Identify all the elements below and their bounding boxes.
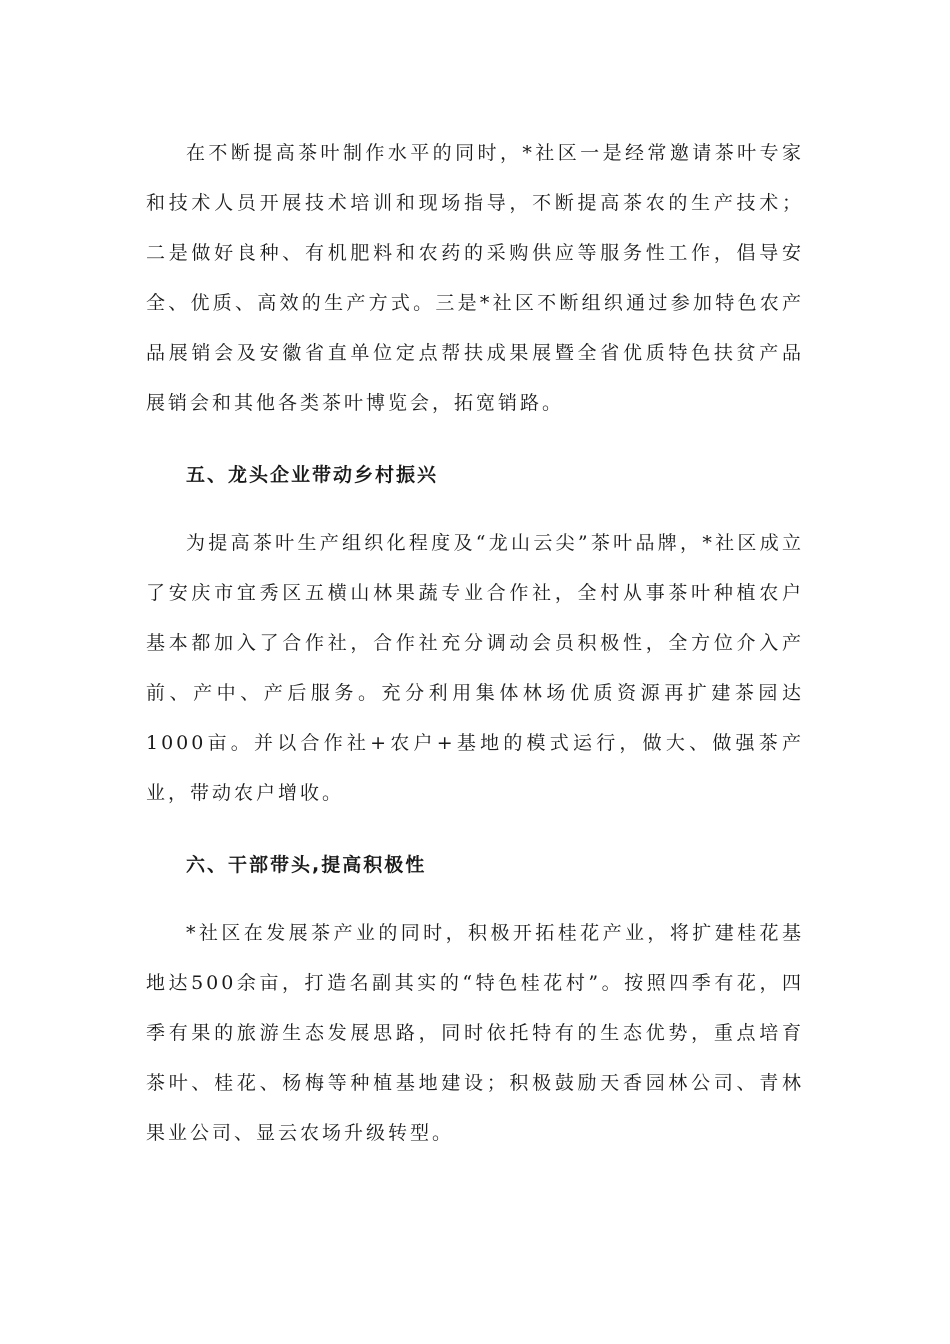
document-page	[146, 128, 804, 1158]
section-heading: 六、干部带头,提高积极性	[186, 854, 427, 876]
body-paragraph: 为提高茶叶生产组织化程度及“龙山云尖”茶叶品牌，*社区成立了安庆市宜秀区五横山林果蔬专业合作社，全村从事茶叶种植农户基本都加入了合作社，合作社充分调动会员积极性，全方位介入产前、产中、产后服务。充分利用集体林场优质资源再扩建茶园达1000亩。并以合作社+农户+基地的模式运行，做大、做强茶产业，带动农户增收。	[146, 532, 804, 804]
body-paragraph: *社区在发展茶产业的同时，积极开拓桂花产业，将扩建桂花基地达500余亩，打造名副其实的“特色桂花村”。按照四季有花，四季有果的旅游生态发展思路，同时依托特有的生态优势，重点培育茶叶、桂花、杨梅等种植基地建设；积极鼓励天香园林公司、青林果业公司、显云农场升级转型。	[146, 922, 804, 1144]
body-paragraph: 在不断提高茶叶制作水平的同时，*社区一是经常邀请茶叶专家和技术人员开展技术培训和现场指导，不断提高茶农的生产技术；二是做好良种、有机肥料和农药的采购供应等服务性工作，倡导安全、优质、高效的生产方式。三是*社区不断组织通过参加特色农产品展销会及安徽省直单位定点帮扶成果展暨全省优质特色扶贫产品展销会和其他各类茶叶博览会，拓宽销路。	[146, 142, 804, 414]
section-heading: 五、龙头企业带动乡村振兴	[186, 464, 439, 486]
